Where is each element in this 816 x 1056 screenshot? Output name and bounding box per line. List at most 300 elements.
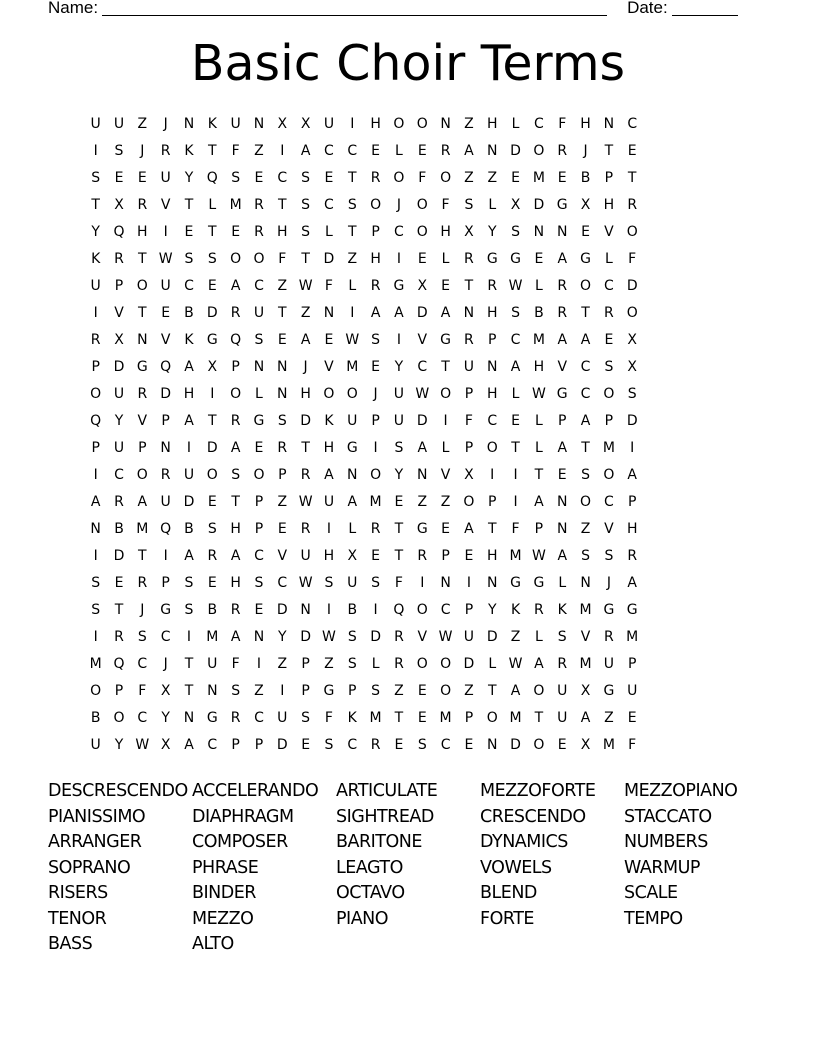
- grid-letter[interactable]: D: [206, 305, 218, 321]
- grid-letter[interactable]: I: [93, 629, 98, 645]
- grid-letter[interactable]: I: [396, 251, 401, 267]
- grid-letter[interactable]: R: [370, 737, 381, 753]
- grid-letter[interactable]: U: [90, 737, 101, 753]
- grid-letter[interactable]: N: [556, 494, 568, 510]
- grid-letter[interactable]: R: [254, 224, 264, 240]
- grid-letter[interactable]: U: [113, 440, 125, 456]
- grid-letter[interactable]: H: [323, 548, 335, 564]
- grid-letter[interactable]: U: [557, 710, 568, 726]
- grid-letter[interactable]: L: [348, 278, 357, 294]
- grid-letter[interactable]: D: [486, 629, 498, 645]
- grid-letter[interactable]: F: [628, 737, 637, 753]
- grid-letter[interactable]: E: [114, 170, 124, 186]
- grid-letter[interactable]: S: [91, 602, 101, 618]
- grid-letter[interactable]: L: [604, 251, 613, 267]
- grid-letter[interactable]: P: [464, 386, 474, 402]
- grid-letter[interactable]: P: [161, 575, 170, 591]
- grid-letter[interactable]: M: [532, 332, 545, 348]
- grid-letter[interactable]: R: [230, 602, 241, 618]
- grid-letter[interactable]: I: [350, 305, 355, 321]
- grid-letter[interactable]: D: [113, 359, 125, 375]
- grid-letter[interactable]: N: [463, 305, 475, 321]
- grid-letter[interactable]: O: [416, 116, 428, 132]
- grid-letter[interactable]: H: [486, 305, 498, 321]
- grid-letter[interactable]: W: [438, 629, 453, 645]
- grid-letter[interactable]: E: [254, 602, 264, 618]
- grid-letter[interactable]: E: [254, 170, 264, 186]
- grid-letter[interactable]: O: [370, 467, 382, 483]
- grid-letter[interactable]: E: [207, 278, 217, 294]
- grid-letter[interactable]: R: [300, 467, 311, 483]
- grid-letter[interactable]: A: [300, 332, 311, 348]
- grid-letter[interactable]: B: [347, 602, 358, 618]
- grid-letter[interactable]: V: [557, 359, 568, 375]
- grid-letter[interactable]: G: [440, 332, 452, 348]
- grid-letter[interactable]: P: [254, 494, 264, 510]
- grid-letter[interactable]: W: [158, 251, 173, 267]
- grid-letter[interactable]: T: [184, 683, 194, 699]
- grid-letter[interactable]: G: [533, 575, 545, 591]
- grid-letter[interactable]: E: [371, 548, 381, 564]
- grid-letter[interactable]: H: [183, 386, 195, 402]
- grid-letter[interactable]: T: [604, 143, 614, 159]
- grid-letter[interactable]: F: [278, 251, 287, 267]
- grid-letter[interactable]: O: [323, 386, 335, 402]
- grid-letter[interactable]: I: [443, 413, 448, 429]
- grid-letter[interactable]: O: [253, 251, 265, 267]
- grid-letter[interactable]: I: [326, 521, 332, 537]
- grid-letter[interactable]: E: [184, 224, 194, 240]
- grid-letter[interactable]: C: [207, 737, 218, 753]
- grid-letter[interactable]: S: [324, 575, 334, 591]
- grid-letter[interactable]: C: [603, 494, 614, 510]
- grid-letter[interactable]: U: [277, 710, 288, 726]
- grid-letter[interactable]: D: [113, 548, 125, 564]
- grid-letter[interactable]: S: [581, 467, 590, 483]
- grid-letter[interactable]: O: [486, 710, 498, 726]
- grid-letter[interactable]: H: [533, 359, 545, 375]
- grid-letter[interactable]: S: [581, 548, 590, 564]
- grid-letter[interactable]: S: [347, 629, 357, 645]
- grid-letter[interactable]: O: [533, 143, 545, 159]
- grid-letter[interactable]: O: [253, 467, 265, 483]
- grid-letter[interactable]: M: [532, 170, 545, 186]
- grid-letter[interactable]: M: [579, 656, 592, 672]
- grid-letter[interactable]: A: [627, 575, 637, 591]
- grid-letter[interactable]: E: [441, 521, 451, 537]
- grid-letter[interactable]: C: [580, 359, 591, 375]
- grid-letter[interactable]: L: [534, 413, 543, 429]
- grid-letter[interactable]: R: [440, 143, 451, 159]
- grid-letter[interactable]: R: [627, 197, 638, 213]
- grid-letter[interactable]: P: [488, 494, 497, 510]
- grid-letter[interactable]: B: [184, 305, 194, 321]
- grid-letter[interactable]: S: [207, 521, 217, 537]
- grid-letter[interactable]: Q: [393, 602, 405, 618]
- grid-letter[interactable]: A: [184, 737, 194, 753]
- grid-letter[interactable]: C: [254, 278, 264, 294]
- grid-letter[interactable]: P: [604, 170, 614, 186]
- grid-letter[interactable]: T: [208, 143, 217, 159]
- grid-letter[interactable]: Z: [417, 494, 428, 510]
- grid-letter[interactable]: S: [231, 170, 241, 186]
- grid-letter[interactable]: X: [207, 359, 218, 375]
- grid-letter[interactable]: L: [534, 278, 543, 294]
- grid-letter[interactable]: H: [440, 224, 451, 240]
- grid-letter[interactable]: J: [163, 656, 168, 672]
- grid-letter[interactable]: S: [301, 710, 311, 726]
- grid-letter[interactable]: P: [464, 602, 474, 618]
- grid-letter[interactable]: S: [231, 683, 241, 699]
- grid-letter[interactable]: I: [93, 467, 98, 483]
- grid-letter[interactable]: R: [464, 332, 474, 348]
- grid-letter[interactable]: O: [136, 467, 148, 483]
- grid-letter[interactable]: L: [395, 143, 403, 159]
- grid-letter[interactable]: D: [300, 629, 311, 645]
- grid-letter[interactable]: O: [113, 710, 125, 726]
- grid-letter[interactable]: F: [511, 521, 520, 537]
- grid-letter[interactable]: I: [373, 602, 378, 618]
- grid-letter[interactable]: O: [90, 386, 102, 402]
- grid-letter[interactable]: P: [231, 737, 240, 753]
- grid-letter[interactable]: E: [627, 143, 637, 159]
- grid-letter[interactable]: N: [440, 575, 451, 591]
- grid-letter[interactable]: Z: [464, 683, 474, 699]
- grid-letter[interactable]: R: [370, 278, 381, 294]
- grid-letter[interactable]: Y: [184, 170, 194, 186]
- grid-letter[interactable]: Q: [113, 656, 125, 672]
- grid-letter[interactable]: E: [511, 413, 520, 429]
- grid-letter[interactable]: T: [347, 170, 357, 186]
- grid-letter[interactable]: Z: [277, 656, 288, 672]
- grid-letter[interactable]: S: [417, 737, 427, 753]
- grid-letter[interactable]: C: [254, 548, 264, 564]
- grid-letter[interactable]: N: [440, 116, 451, 132]
- grid-letter[interactable]: G: [510, 575, 521, 591]
- grid-letter[interactable]: N: [277, 386, 288, 402]
- grid-letter[interactable]: Q: [206, 170, 218, 186]
- grid-letter[interactable]: U: [347, 575, 358, 591]
- grid-letter[interactable]: S: [347, 197, 357, 213]
- grid-letter[interactable]: A: [324, 467, 334, 483]
- grid-letter[interactable]: M: [509, 710, 522, 726]
- grid-letter[interactable]: J: [303, 359, 308, 375]
- grid-letter[interactable]: E: [207, 575, 217, 591]
- grid-letter[interactable]: C: [137, 656, 148, 672]
- grid-letter[interactable]: H: [277, 224, 288, 240]
- grid-letter[interactable]: O: [533, 683, 545, 699]
- grid-letter[interactable]: M: [89, 656, 102, 672]
- grid-letter[interactable]: V: [277, 548, 288, 564]
- grid-letter[interactable]: A: [417, 440, 428, 456]
- grid-letter[interactable]: I: [93, 143, 98, 159]
- grid-letter[interactable]: H: [323, 440, 335, 456]
- grid-letter[interactable]: Y: [278, 629, 287, 645]
- grid-letter[interactable]: E: [301, 737, 311, 753]
- grid-letter[interactable]: Z: [604, 710, 614, 726]
- grid-letter[interactable]: A: [557, 332, 568, 348]
- grid-letter[interactable]: P: [627, 494, 637, 510]
- grid-letter[interactable]: W: [531, 386, 546, 402]
- grid-letter[interactable]: E: [394, 494, 404, 510]
- grid-letter[interactable]: R: [627, 548, 638, 564]
- grid-letter[interactable]: N: [347, 467, 358, 483]
- grid-letter[interactable]: N: [417, 467, 428, 483]
- grid-letter[interactable]: S: [137, 629, 147, 645]
- grid-letter[interactable]: C: [417, 359, 428, 375]
- grid-letter[interactable]: U: [90, 116, 101, 132]
- grid-letter[interactable]: A: [184, 359, 194, 375]
- grid-letter[interactable]: A: [510, 683, 521, 699]
- grid-letter[interactable]: C: [347, 737, 358, 753]
- grid-letter[interactable]: D: [276, 602, 288, 618]
- grid-letter[interactable]: C: [440, 737, 451, 753]
- grid-letter[interactable]: S: [91, 575, 101, 591]
- grid-letter[interactable]: E: [371, 359, 381, 375]
- grid-letter[interactable]: P: [301, 683, 310, 699]
- grid-letter[interactable]: A: [534, 656, 544, 672]
- grid-letter[interactable]: O: [603, 467, 615, 483]
- grid-letter[interactable]: R: [370, 170, 381, 186]
- grid-letter[interactable]: X: [417, 278, 428, 294]
- grid-letter[interactable]: X: [580, 737, 591, 753]
- grid-letter[interactable]: T: [581, 305, 590, 321]
- grid-letter[interactable]: Y: [114, 737, 124, 753]
- grid-letter[interactable]: H: [486, 386, 498, 402]
- grid-letter[interactable]: O: [463, 494, 475, 510]
- grid-letter[interactable]: A: [137, 494, 148, 510]
- grid-letter[interactable]: O: [416, 602, 428, 618]
- grid-letter[interactable]: U: [323, 494, 335, 510]
- grid-letter[interactable]: O: [533, 737, 545, 753]
- grid-letter[interactable]: C: [394, 224, 404, 240]
- grid-letter[interactable]: I: [256, 656, 262, 672]
- grid-letter[interactable]: L: [441, 440, 450, 456]
- grid-letter[interactable]: R: [557, 305, 568, 321]
- grid-letter[interactable]: A: [184, 413, 194, 429]
- grid-letter[interactable]: S: [371, 332, 381, 348]
- grid-letter[interactable]: T: [534, 467, 544, 483]
- grid-letter[interactable]: O: [393, 116, 405, 132]
- grid-letter[interactable]: B: [534, 305, 544, 321]
- grid-letter[interactable]: D: [463, 656, 475, 672]
- grid-letter[interactable]: H: [370, 251, 381, 267]
- grid-letter[interactable]: Y: [487, 224, 497, 240]
- grid-letter[interactable]: I: [630, 440, 635, 456]
- grid-letter[interactable]: M: [602, 440, 615, 456]
- grid-letter[interactable]: U: [603, 656, 614, 672]
- grid-letter[interactable]: E: [417, 710, 427, 726]
- grid-letter[interactable]: Z: [487, 170, 498, 186]
- grid-letter[interactable]: K: [347, 710, 357, 726]
- grid-letter[interactable]: S: [254, 332, 264, 348]
- grid-letter[interactable]: O: [416, 197, 428, 213]
- grid-letter[interactable]: R: [137, 197, 148, 213]
- grid-letter[interactable]: T: [511, 440, 520, 456]
- grid-letter[interactable]: C: [627, 116, 638, 132]
- grid-letter[interactable]: Q: [113, 224, 125, 240]
- grid-letter[interactable]: I: [513, 494, 518, 510]
- grid-letter[interactable]: I: [490, 467, 495, 483]
- grid-letter[interactable]: O: [580, 494, 592, 510]
- grid-letter[interactable]: K: [510, 602, 521, 618]
- grid-letter[interactable]: J: [606, 575, 611, 591]
- grid-letter[interactable]: R: [160, 467, 171, 483]
- grid-letter[interactable]: L: [371, 656, 380, 672]
- grid-letter[interactable]: D: [510, 143, 521, 159]
- grid-letter[interactable]: I: [513, 467, 518, 483]
- grid-letter[interactable]: L: [488, 197, 497, 213]
- grid-letter[interactable]: A: [580, 710, 591, 726]
- grid-letter[interactable]: G: [556, 197, 568, 213]
- grid-letter[interactable]: G: [136, 359, 148, 375]
- grid-letter[interactable]: X: [510, 197, 521, 213]
- grid-letter[interactable]: O: [486, 440, 498, 456]
- grid-letter[interactable]: H: [137, 224, 148, 240]
- grid-letter[interactable]: G: [206, 710, 218, 726]
- grid-letter[interactable]: F: [628, 251, 637, 267]
- grid-letter[interactable]: S: [184, 602, 194, 618]
- grid-letter[interactable]: S: [324, 737, 334, 753]
- grid-letter[interactable]: V: [114, 305, 124, 321]
- grid-letter[interactable]: R: [114, 251, 124, 267]
- grid-letter[interactable]: A: [440, 305, 451, 321]
- grid-letter[interactable]: M: [136, 521, 149, 537]
- grid-letter[interactable]: T: [441, 359, 450, 375]
- grid-letter[interactable]: I: [280, 143, 285, 159]
- grid-letter[interactable]: Q: [160, 359, 172, 375]
- grid-letter[interactable]: F: [324, 278, 333, 294]
- grid-letter[interactable]: C: [534, 116, 544, 132]
- grid-letter[interactable]: S: [511, 305, 521, 321]
- grid-letter[interactable]: T: [627, 170, 637, 186]
- grid-letter[interactable]: R: [417, 548, 428, 564]
- grid-letter[interactable]: U: [393, 413, 405, 429]
- grid-letter[interactable]: O: [230, 251, 242, 267]
- grid-letter[interactable]: E: [371, 143, 381, 159]
- grid-letter[interactable]: W: [345, 332, 360, 348]
- grid-letter[interactable]: I: [210, 386, 215, 402]
- grid-letter[interactable]: J: [583, 143, 588, 159]
- grid-letter[interactable]: C: [487, 413, 498, 429]
- grid-letter[interactable]: W: [298, 278, 313, 294]
- grid-letter[interactable]: O: [416, 656, 428, 672]
- grid-letter[interactable]: T: [487, 683, 497, 699]
- grid-letter[interactable]: U: [253, 305, 265, 321]
- grid-letter[interactable]: B: [207, 602, 218, 618]
- grid-letter[interactable]: R: [557, 656, 568, 672]
- grid-letter[interactable]: T: [184, 656, 194, 672]
- grid-letter[interactable]: W: [298, 575, 313, 591]
- grid-letter[interactable]: C: [137, 710, 148, 726]
- grid-letter[interactable]: O: [90, 683, 102, 699]
- grid-letter[interactable]: Z: [277, 494, 288, 510]
- grid-letter[interactable]: Q: [160, 521, 172, 537]
- grid-letter[interactable]: F: [394, 575, 403, 591]
- grid-letter[interactable]: K: [184, 143, 194, 159]
- grid-letter[interactable]: A: [580, 332, 591, 348]
- grid-letter[interactable]: P: [348, 683, 357, 699]
- grid-letter[interactable]: V: [440, 467, 451, 483]
- grid-letter[interactable]: P: [371, 224, 380, 240]
- grid-letter[interactable]: S: [184, 251, 194, 267]
- grid-letter[interactable]: H: [486, 116, 498, 132]
- grid-letter[interactable]: W: [531, 548, 546, 564]
- grid-letter[interactable]: N: [603, 116, 615, 132]
- grid-letter[interactable]: O: [206, 467, 218, 483]
- grid-letter[interactable]: I: [373, 440, 378, 456]
- grid-letter[interactable]: W: [298, 494, 313, 510]
- grid-letter[interactable]: C: [347, 143, 358, 159]
- grid-letter[interactable]: U: [207, 656, 218, 672]
- grid-letter[interactable]: C: [603, 278, 614, 294]
- grid-letter[interactable]: Z: [137, 116, 148, 132]
- grid-letter[interactable]: N: [183, 710, 195, 726]
- grid-letter[interactable]: R: [487, 278, 498, 294]
- grid-letter[interactable]: V: [580, 629, 591, 645]
- grid-letter[interactable]: B: [184, 521, 194, 537]
- grid-letter[interactable]: F: [231, 143, 240, 159]
- grid-letter[interactable]: T: [487, 521, 497, 537]
- grid-letter[interactable]: L: [558, 575, 567, 591]
- grid-letter[interactable]: U: [393, 386, 405, 402]
- grid-letter[interactable]: T: [114, 602, 124, 618]
- grid-letter[interactable]: F: [138, 683, 147, 699]
- grid-letter[interactable]: A: [557, 251, 568, 267]
- grid-letter[interactable]: Z: [324, 656, 334, 672]
- grid-letter[interactable]: S: [371, 683, 381, 699]
- grid-letter[interactable]: E: [254, 440, 264, 456]
- grid-letter[interactable]: V: [604, 224, 614, 240]
- grid-letter[interactable]: P: [254, 737, 264, 753]
- grid-letter[interactable]: R: [300, 521, 311, 537]
- grid-letter[interactable]: I: [163, 548, 168, 564]
- grid-letter[interactable]: G: [206, 332, 218, 348]
- grid-letter[interactable]: R: [230, 305, 241, 321]
- grid-letter[interactable]: H: [230, 521, 241, 537]
- grid-letter[interactable]: R: [114, 494, 124, 510]
- grid-letter[interactable]: A: [90, 494, 101, 510]
- grid-letter[interactable]: R: [137, 386, 148, 402]
- grid-letter[interactable]: R: [394, 656, 404, 672]
- grid-letter[interactable]: F: [324, 710, 333, 726]
- grid-letter[interactable]: M: [346, 359, 359, 375]
- grid-letter[interactable]: Z: [580, 521, 591, 537]
- grid-letter[interactable]: E: [441, 278, 451, 294]
- grid-letter[interactable]: B: [114, 521, 124, 537]
- grid-letter[interactable]: D: [533, 197, 545, 213]
- grid-letter[interactable]: I: [350, 116, 355, 132]
- grid-letter[interactable]: D: [416, 413, 428, 429]
- grid-letter[interactable]: V: [417, 332, 428, 348]
- grid-letter[interactable]: D: [160, 386, 172, 402]
- grid-letter[interactable]: N: [487, 737, 498, 753]
- date-blank-line[interactable]: [672, 0, 738, 16]
- grid-letter[interactable]: X: [627, 359, 637, 375]
- grid-letter[interactable]: K: [324, 413, 334, 429]
- grid-letter[interactable]: D: [626, 278, 638, 294]
- grid-letter[interactable]: G: [393, 278, 405, 294]
- grid-letter[interactable]: F: [231, 656, 240, 672]
- grid-letter[interactable]: G: [486, 251, 498, 267]
- grid-letter[interactable]: T: [301, 440, 310, 456]
- grid-letter[interactable]: X: [464, 224, 474, 240]
- grid-letter[interactable]: U: [347, 413, 358, 429]
- grid-letter[interactable]: O: [416, 224, 428, 240]
- grid-letter[interactable]: D: [323, 251, 335, 267]
- grid-letter[interactable]: E: [324, 332, 334, 348]
- grid-letter[interactable]: L: [441, 251, 450, 267]
